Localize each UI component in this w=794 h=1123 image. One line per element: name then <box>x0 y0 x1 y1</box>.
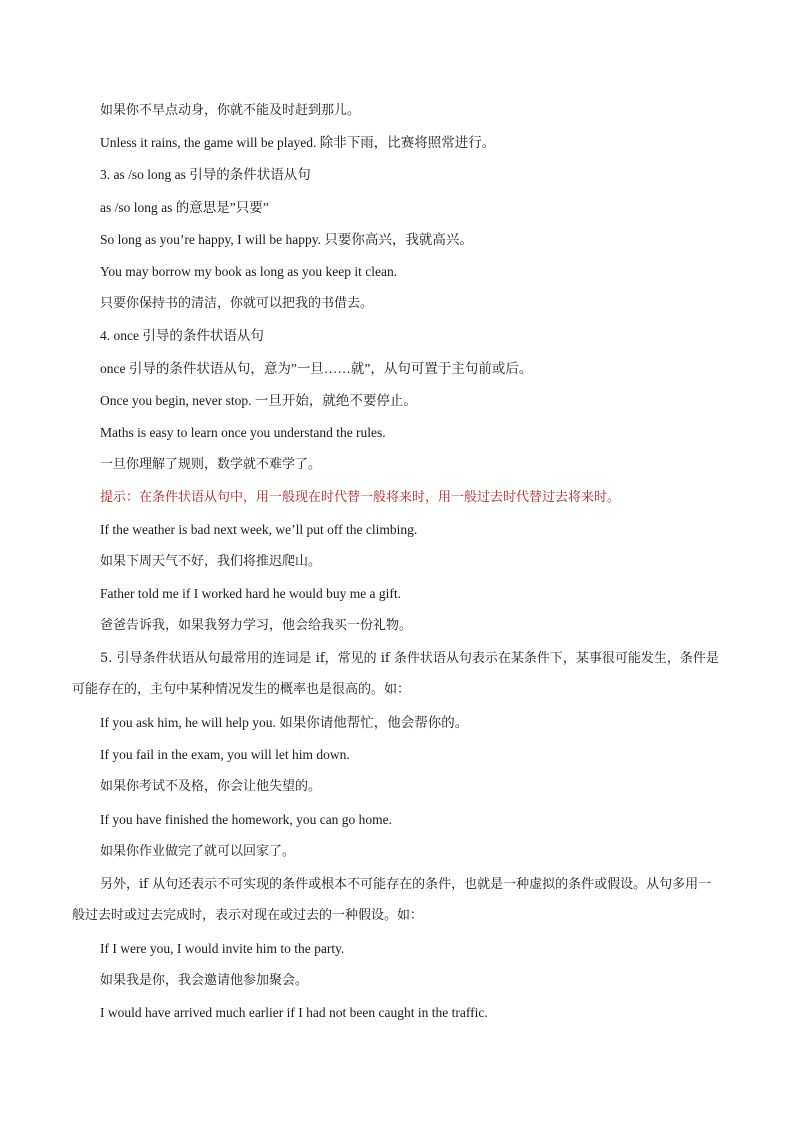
text-line: as /so long as 的意思是”只要” <box>100 200 269 215</box>
text-line: 如果你不早点动身，你就不能及时赶到那儿。 <box>100 103 361 118</box>
section-heading: 3. as /so long as 引导的条件状语从句 <box>100 167 311 182</box>
text-line: 如果你作业做完了就可以回家了。 <box>100 844 296 859</box>
paragraph: 另外，if 从句还表示不可实现的条件或根本不可能存在的条件，也就是一种虚拟的条件或假设。从句多用一般过去时或过去完成时，表示对现在或过去的一种假设。如： <box>72 877 712 923</box>
text-line: Maths is easy to learn once you understand the rules. <box>100 425 386 440</box>
text-line: Once you begin, never stop. 一旦开始，就绝不要停止。 <box>100 393 417 408</box>
text-line: Father told me if I worked hard he would buy me a gift. <box>100 586 402 601</box>
text-line: I would have arrived much earlier if I had not been caught in the traffic. <box>100 1005 488 1020</box>
text-line: So long as you’re happy, I will be happy. 只要你高兴，我就高兴。 <box>100 232 473 247</box>
text-line: Unless it rains, the game will be played. 除非下雨，比赛将照常进行。 <box>100 135 496 150</box>
tip-note: 提示：在条件状语从句中，用一般现在时代替一般将来时，用一般过去时代替过去将来时。 <box>100 490 621 505</box>
text-line: 只要你保持书的清洁，你就可以把我的书借去。 <box>100 296 374 311</box>
text-line: 如果我是你，我会邀请他参加聚会。 <box>100 973 309 988</box>
text-line: 如果下周天气不好，我们将推迟爬山。 <box>100 554 322 569</box>
paragraph: 5. 引导条件状语从句最常用的连词是 if，常见的 if 条件状语从句表示在某条件下，某事很可能发生，条件是可能存在的，主句中某种情况发生的概率也是很高的。如： <box>72 651 719 697</box>
text-line: If I were you, I would invite him to the party. <box>100 941 345 956</box>
text-line: once 引导的条件状语从句，意为”一旦……就”，从句可置于主句前或后。 <box>100 361 533 376</box>
text-line: If you ask him, he will help you. 如果你请他帮忙，他会帮你的。 <box>100 715 469 730</box>
text-line: You may borrow my book as long as you keep it clean. <box>100 264 398 279</box>
text-line: 一旦你理解了规则，数学就不难学了。 <box>100 457 322 472</box>
text-line: If you have finished the homework, you can go home. <box>100 812 393 827</box>
text-line: If the weather is bad next week, we’ll put off the climbing. <box>100 522 418 537</box>
text-line: 爸爸告诉我，如果我努力学习，他会给我买一份礼物。 <box>100 618 413 633</box>
text-line: 如果你考试不及格，你会让他失望的。 <box>100 779 322 794</box>
text-line: If you fail in the exam, you will let him down. <box>100 747 350 762</box>
section-heading: 4. once 引导的条件状语从句 <box>100 328 264 343</box>
